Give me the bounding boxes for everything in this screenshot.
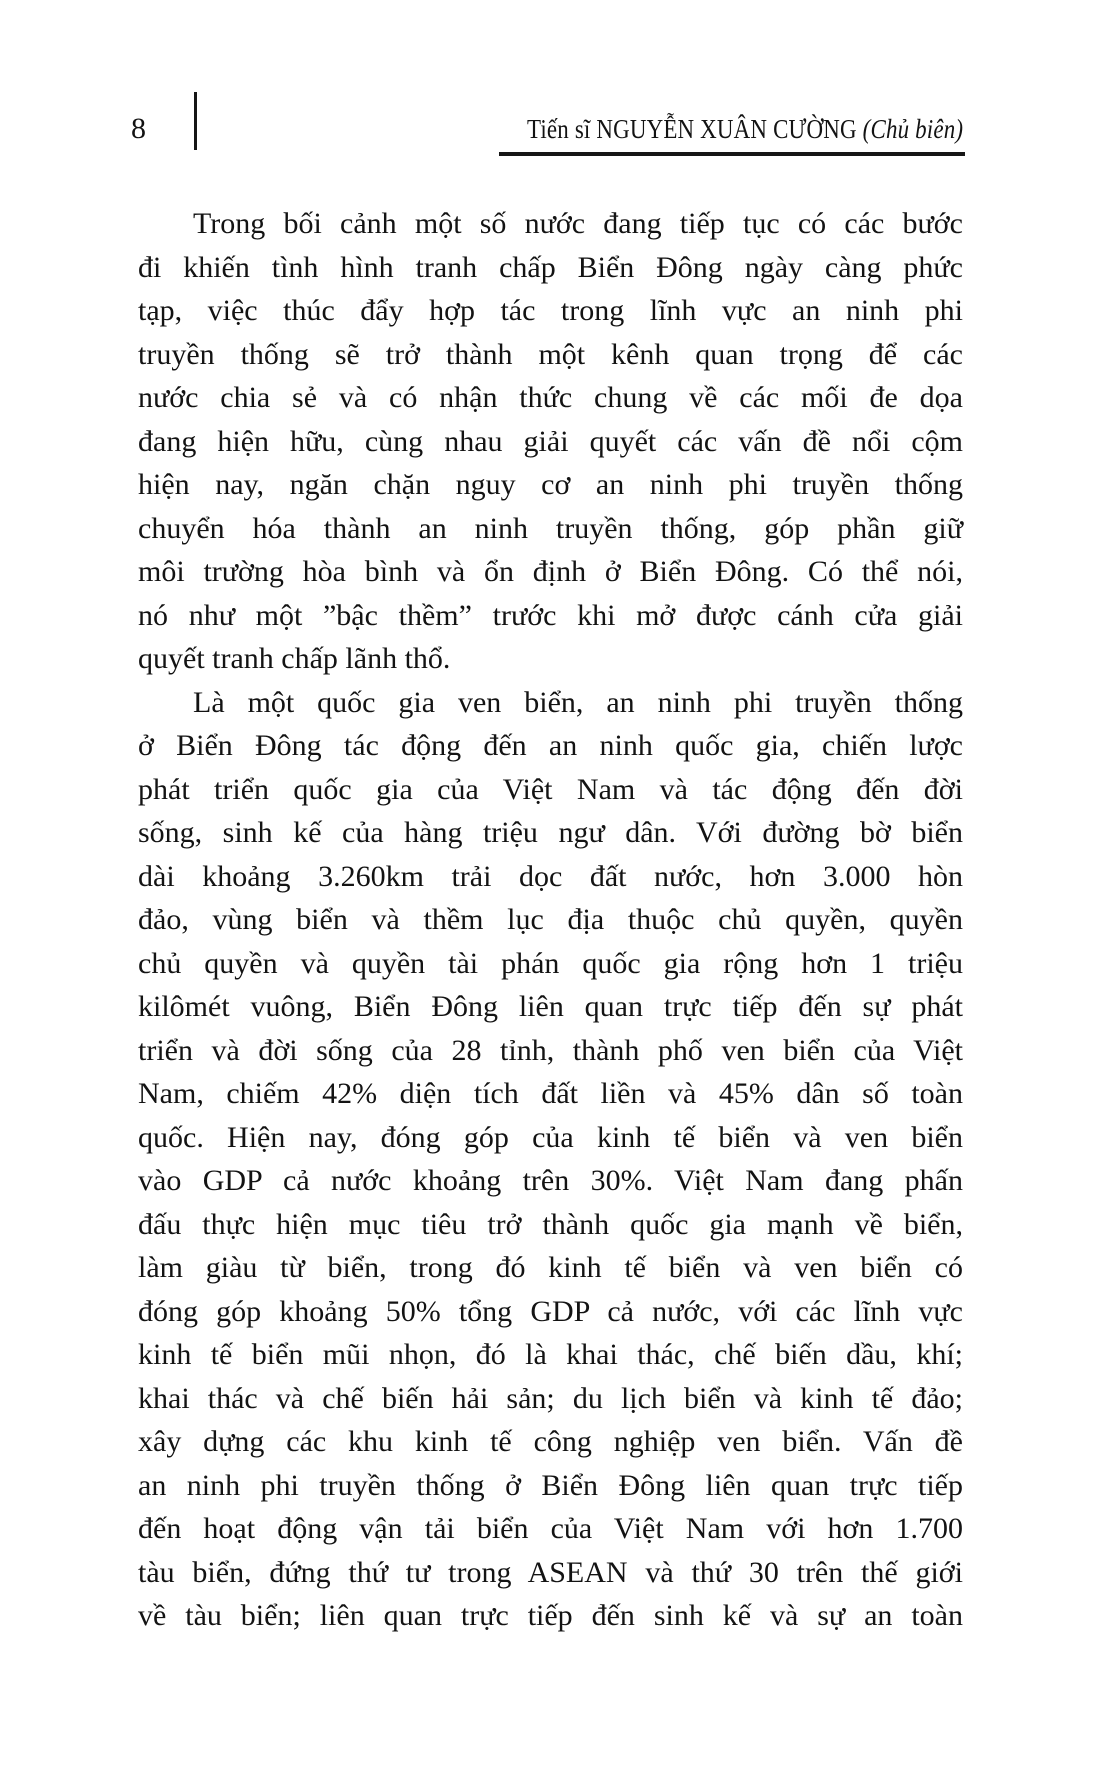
text-line: nước chia sẻ và có nhận thức chung về các mối đe dọa bbox=[138, 381, 963, 414]
text-line: tàu biển, đứng thứ tư trong ASEAN và thứ 30 trên thế giới bbox=[138, 1555, 963, 1589]
text-line: hiện nay, ngăn chặn nguy cơ an ninh phi truyền thống bbox=[138, 468, 963, 501]
text-line: làm giàu từ biển, trong đó kinh tế biển và ven biển có bbox=[138, 1251, 963, 1284]
text-line: truyền thống sẽ trở thành một kênh quan trọng để các bbox=[138, 337, 963, 371]
text-line: an ninh phi truyền thống ở Biển Đông liên quan trực tiếp bbox=[138, 1468, 963, 1502]
text-line: vào GDP cả nước khoảng trên 30%. Việt Nam đang phấn bbox=[138, 1164, 963, 1197]
text-line: ở Biển Đông tác động đến an ninh quốc gia, chiến lược bbox=[138, 729, 963, 762]
paragraph bbox=[138, 202, 963, 681]
text-line: quyết tranh chấp lãnh thổ. bbox=[138, 642, 451, 675]
text-line: Nam, chiếm 42% diện tích đất liền và 45% dân số toàn bbox=[138, 1077, 963, 1110]
paragraph bbox=[138, 681, 963, 1638]
text-line: quốc. Hiện nay, đóng góp của kinh tế biển và ven biển bbox=[138, 1120, 963, 1154]
text-line: khai thác và chế biến hải sản; du lịch biển và kinh tế đảo; bbox=[138, 1381, 963, 1415]
text-line: đóng góp khoảng 50% tổng GDP cả nước, với các lĩnh vực bbox=[138, 1294, 963, 1328]
running-header-author: Tiến sĩ NGUYỄN XUÂN CƯỜNG bbox=[526, 114, 857, 144]
text-line: kilômét vuông, Biển Đông liên quan trực tiếp đến sự phát bbox=[138, 990, 963, 1023]
text-line: đảo, vùng biển và thềm lục địa thuộc chủ quyền, quyền bbox=[138, 903, 963, 936]
text-line: đến hoạt động vận tải biển của Việt Nam với hơn 1.700 bbox=[138, 1512, 963, 1545]
text-line: kinh tế biển mũi nhọn, đó là khai thác, chế biến dầu, khí; bbox=[138, 1338, 963, 1371]
text-line: dài khoảng 3.260km trải dọc đất nước, hơn 3.000 hòn bbox=[138, 859, 963, 893]
text-line: chủ quyền và quyền tài phán quốc gia rộng hơn 1 triệu bbox=[138, 946, 963, 980]
text-line: môi trường hòa bình và ổn định ở Biển Đông. Có thể nói, bbox=[138, 555, 963, 588]
header-rule bbox=[499, 152, 965, 156]
text-line: đi khiến tình hình tranh chấp Biển Đông ngày càng phức bbox=[138, 250, 963, 284]
text-line: Là một quốc gia ven biển, an ninh phi truyền thống bbox=[193, 685, 963, 719]
running-header bbox=[527, 114, 963, 144]
text-line: đấu thực hiện mục tiêu trở thành quốc gia mạnh về biển, bbox=[138, 1207, 963, 1241]
running-header-role: (Chủ biên) bbox=[856, 114, 963, 144]
page-number: 8 bbox=[131, 112, 146, 145]
text-line: xây dựng các khu kinh tế công nghiệp ven biển. Vấn đề bbox=[138, 1425, 963, 1458]
text-line: về tàu biển; liên quan trực tiếp đến sinh kế và sự an toàn bbox=[138, 1599, 963, 1632]
header-divider-bar bbox=[194, 92, 197, 150]
text-line: triển và đời sống của 28 tỉnh, thành phố ven biển của Việt bbox=[138, 1033, 963, 1067]
text-line: sống, sinh kế của hàng triệu ngư dân. Với đường bờ biển bbox=[138, 816, 963, 849]
text-line: chuyển hóa thành an ninh truyền thống, góp phần giữ bbox=[138, 511, 963, 545]
page-body bbox=[138, 202, 963, 1638]
text-line: đang hiện hữu, cùng nhau giải quyết các vấn đề nổi cộm bbox=[138, 424, 963, 458]
text-line: tạp, việc thúc đẩy hợp tác trong lĩnh vực an ninh phi bbox=[138, 294, 963, 327]
text-line: nó như một ”bậc thềm” trước khi mở được cánh cửa giải bbox=[138, 598, 963, 632]
text-line: phát triển quốc gia của Việt Nam và tác động đến đời bbox=[138, 772, 963, 806]
text-line: Trong bối cảnh một số nước đang tiếp tục có các bước bbox=[193, 207, 963, 240]
